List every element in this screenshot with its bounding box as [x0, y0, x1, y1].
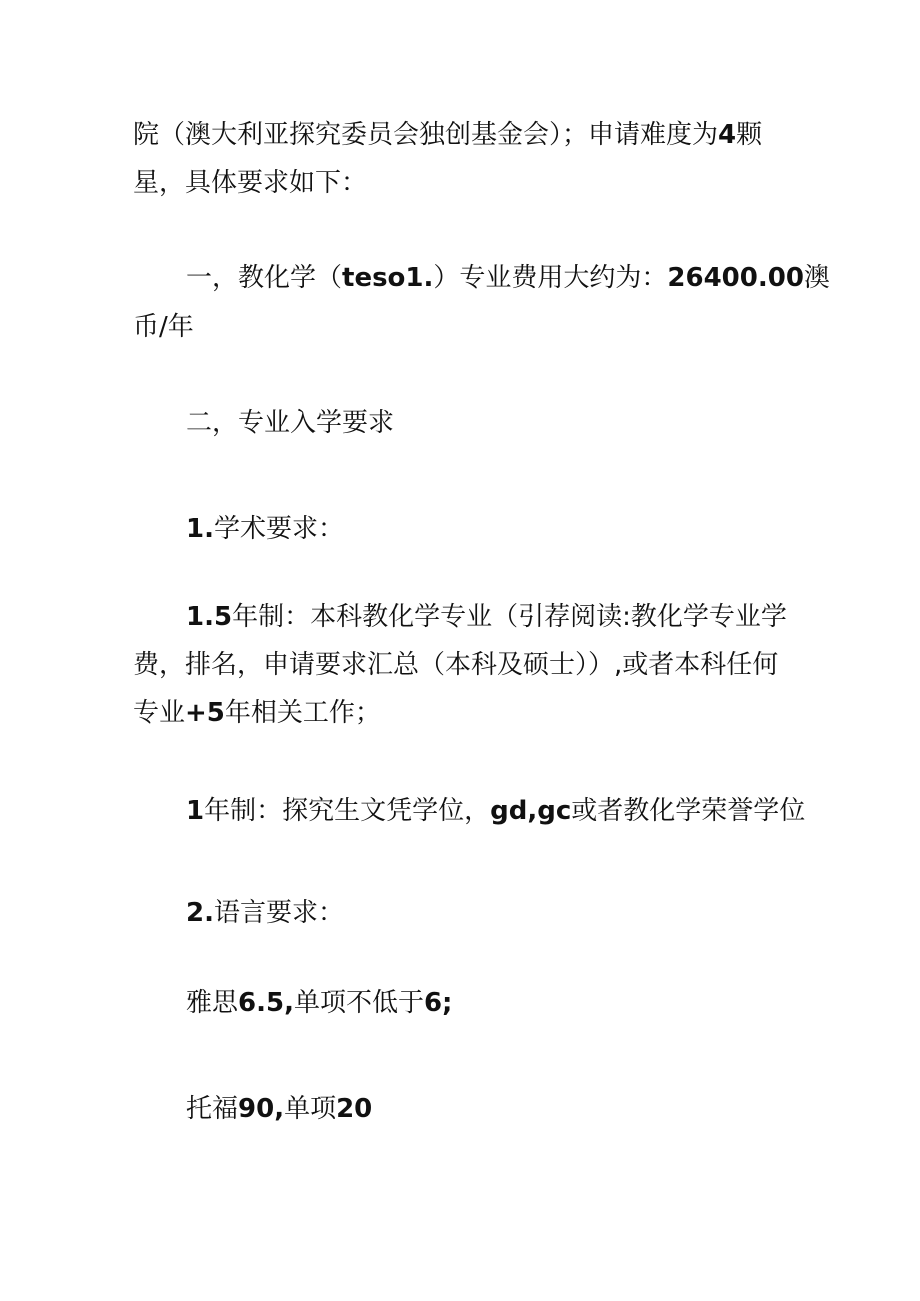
number: 1. [186, 514, 214, 544]
text: 颗 [736, 120, 763, 150]
text: 学术要求： [213, 514, 344, 544]
academic-1-5-year-line-2 [133, 645, 813, 685]
text: 年相关工作； [224, 698, 381, 728]
academic-1-5-year-line-1 [186, 597, 866, 637]
ielts-requirement [186, 983, 866, 1023]
number: 1 [186, 796, 205, 826]
text: 星，具体要求如下： [133, 168, 368, 198]
text: 费，排名，申请要求汇总（本科及硕士））,或者本科任何 [133, 650, 779, 680]
fee-line-2 [133, 307, 813, 347]
text: gd,gc [490, 796, 572, 826]
number: 20 [336, 1094, 373, 1124]
text: 或者教化学荣誉学位 [571, 796, 806, 826]
academic-1-year-line [186, 791, 866, 831]
academic-1-5-year-line-3 [133, 693, 813, 733]
text: 年制：探究生文凭学位， [204, 796, 491, 826]
number: +5 [185, 698, 225, 728]
text: 单项不低于 [293, 988, 424, 1018]
text: 澳 [803, 263, 830, 293]
course-code: teso1. [342, 263, 434, 293]
text: 语言要求： [213, 898, 344, 928]
text: 单项 [284, 1094, 337, 1124]
number: 2. [186, 898, 214, 928]
language-requirements-heading [186, 893, 866, 933]
text: 专业 [133, 698, 186, 728]
paragraph-intro-line-2 [133, 163, 813, 203]
fee-amount: 26400.00 [667, 263, 804, 293]
section-heading-requirements [186, 403, 866, 443]
text: 4 [718, 120, 737, 150]
text: 一，教化学（ [186, 263, 343, 293]
text: 年制：本科教化学专业（引荐阅读:教化学专业学 [232, 602, 787, 632]
number: 6; [423, 988, 453, 1018]
text: 雅思 [186, 988, 239, 1018]
number: 1.5 [186, 602, 233, 632]
text: 二，专业入学要求 [186, 408, 395, 438]
number: 90, [238, 1094, 285, 1124]
text: 托福 [186, 1094, 239, 1124]
academic-requirements-heading [186, 509, 866, 549]
fee-line-1 [186, 258, 866, 298]
text: ）专业费用大约为： [433, 263, 668, 293]
toefl-requirement [186, 1089, 866, 1129]
number: 6.5, [238, 988, 294, 1018]
paragraph-intro-line-1 [133, 115, 813, 155]
text: 院（澳大利亚探究委员会独创基金会）；申请难度为 [133, 120, 719, 150]
text: 币/年 [133, 312, 194, 342]
